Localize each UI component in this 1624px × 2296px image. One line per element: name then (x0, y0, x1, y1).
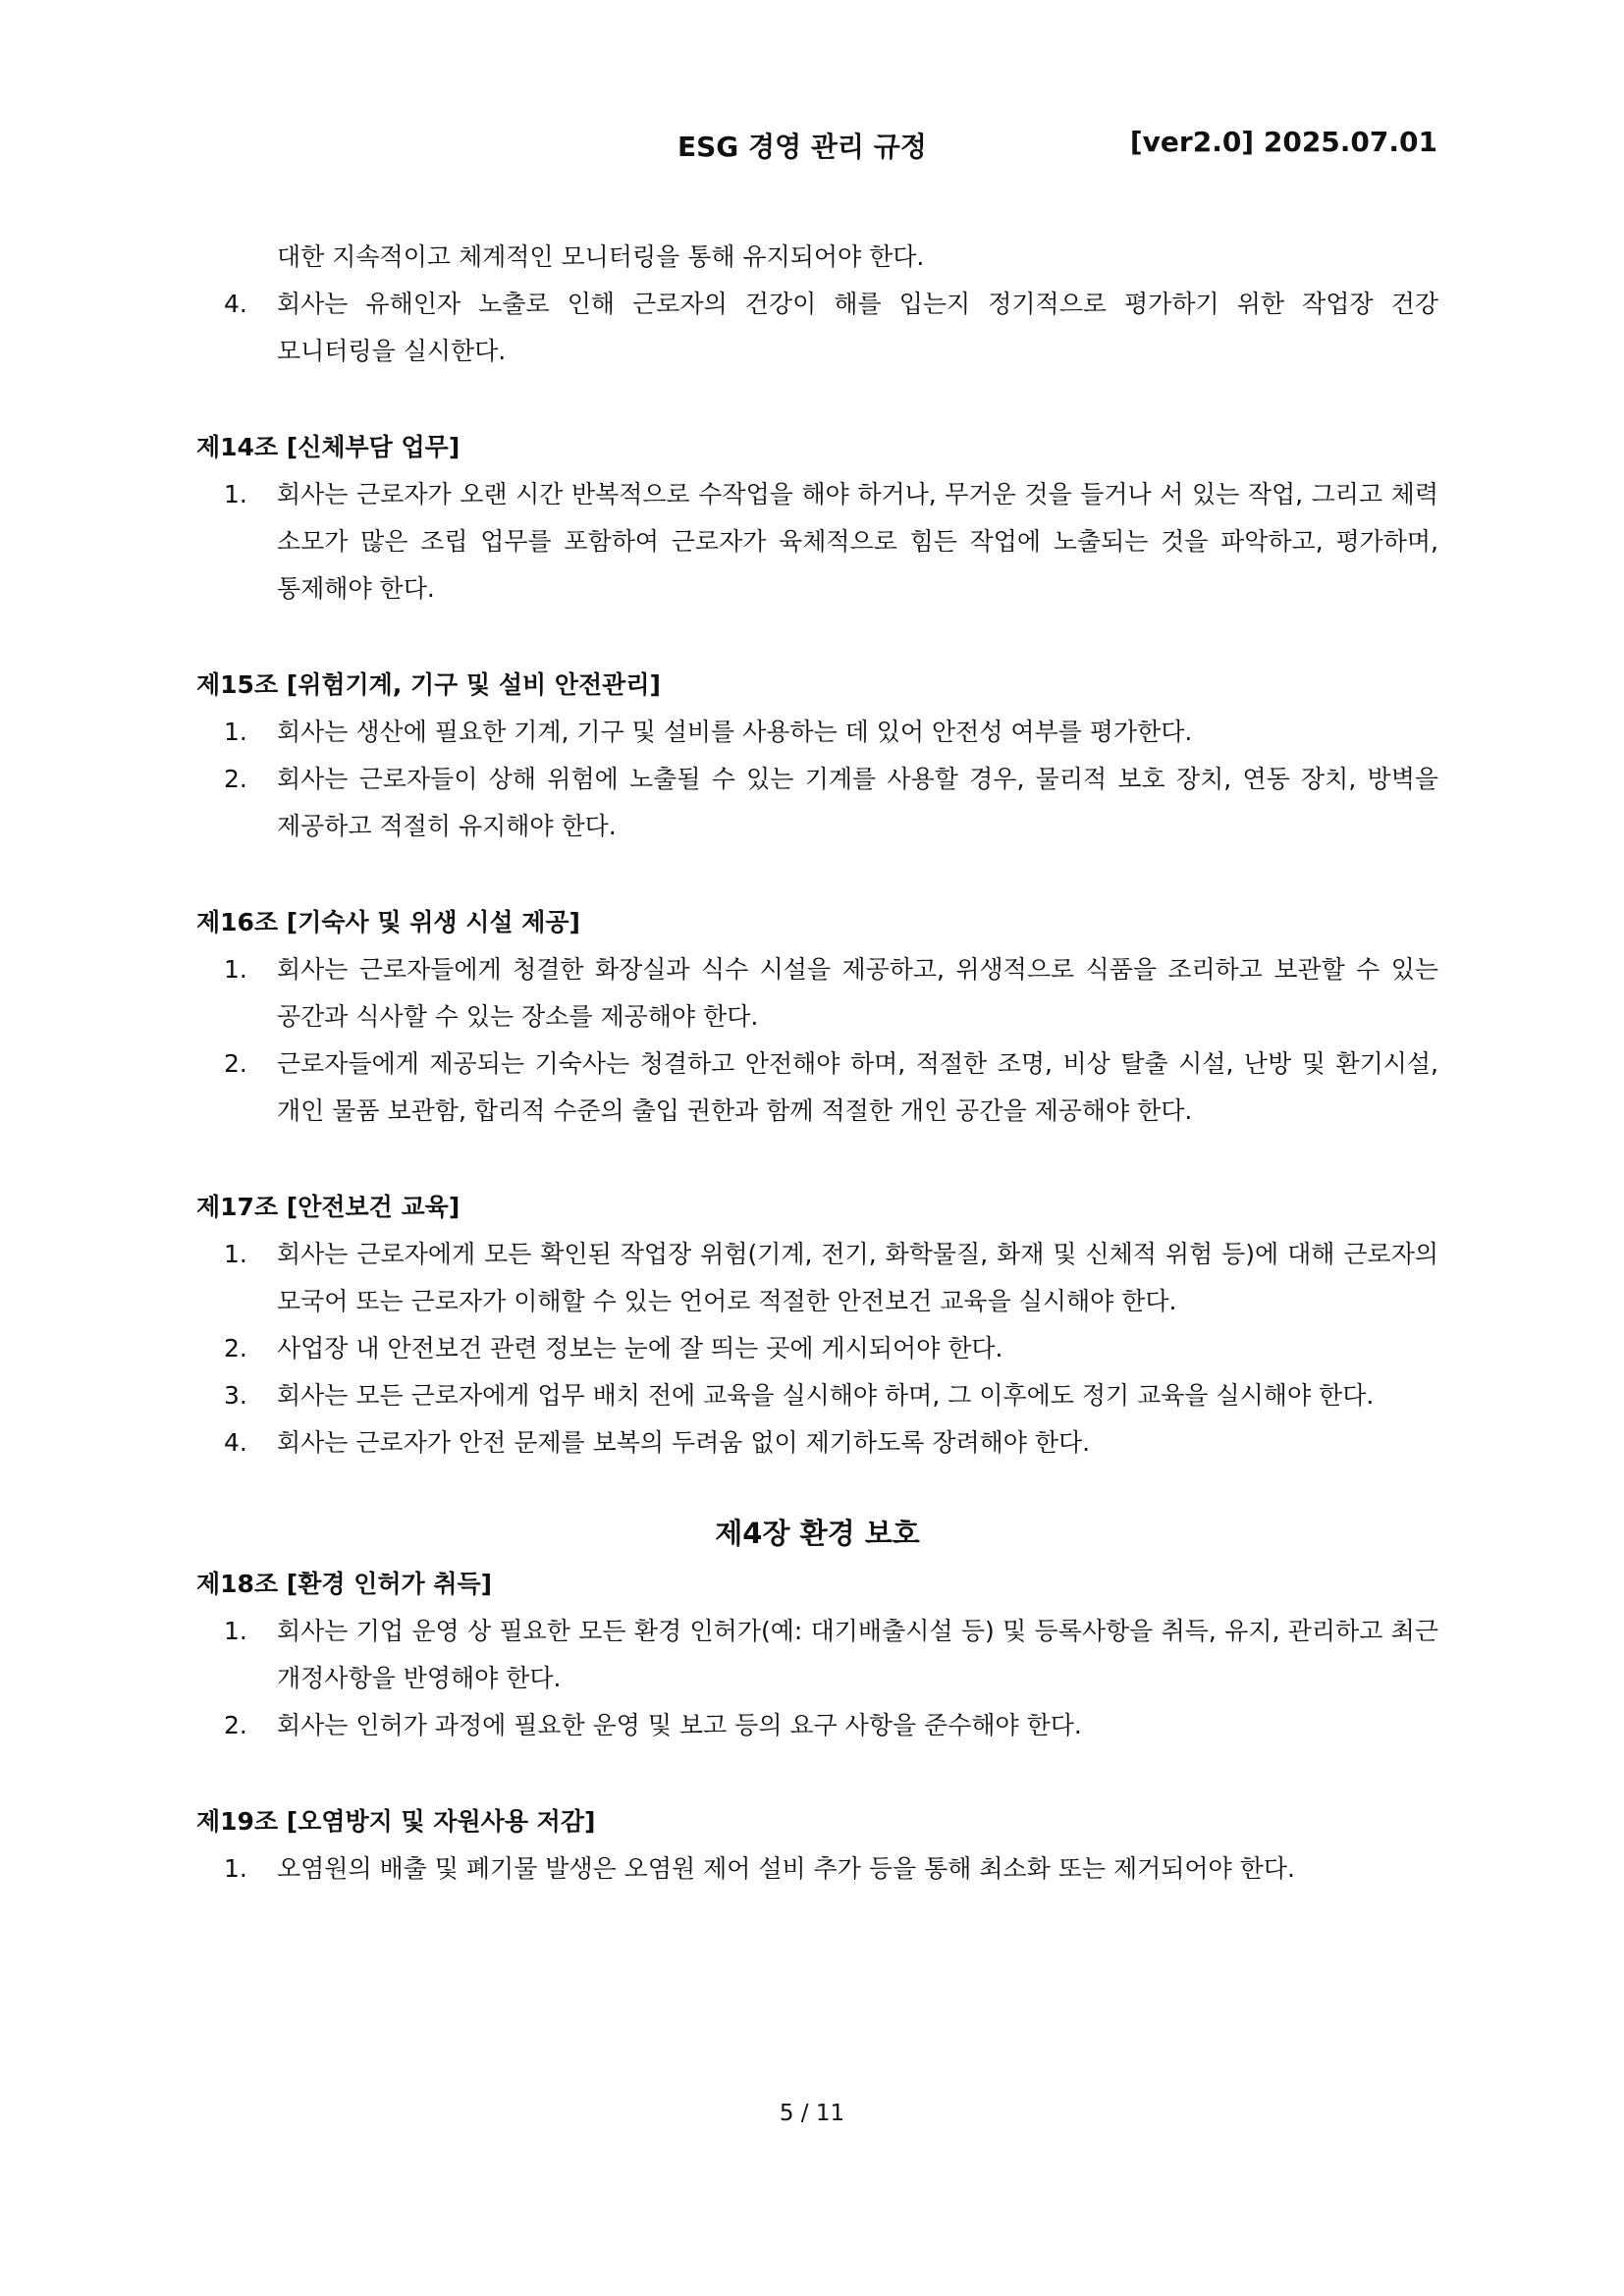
article-items (196, 1231, 1438, 1467)
carryover-list (196, 234, 1438, 375)
article-19 (196, 1798, 1438, 1893)
item-text: 회사는 기업 운영 상 필요한 모든 환경 인허가(예: 대기배출시설 등) 및 등록사항을 취득, 유지, 관리하고 최근 개정사항을 반영해야 한다. (277, 1617, 1438, 1692)
article-items (196, 471, 1438, 613)
chapter-title: 제4장 환경 보호 (715, 1517, 920, 1550)
list-item (196, 1372, 1438, 1419)
article-title: 제18조 [환경 인허가 취득] (196, 1570, 493, 1598)
list-item (196, 1702, 1438, 1749)
article-title: 제15조 [위험기계, 기구 및 설비 안전관리] (196, 670, 661, 699)
list-item (196, 471, 1438, 613)
list-item (196, 1325, 1438, 1372)
item-number: 2. (224, 1334, 247, 1362)
article-items (196, 709, 1438, 850)
item-number: 1. (224, 1240, 247, 1268)
article-16 (196, 899, 1438, 1135)
list-item (196, 709, 1438, 756)
item-text: 회사는 근로자들이 상해 위험에 노출될 수 있는 기계를 사용할 경우, 물리적 보호 장치, 연동 장치, 방벽을 제공하고 적절히 유지해야 한다. (277, 765, 1438, 840)
item-number: 2. (224, 1711, 247, 1739)
article-items (196, 946, 1438, 1135)
article-17 (196, 1184, 1438, 1467)
page-number: 5 / 11 (779, 2101, 845, 2126)
item-number: 1. (224, 1617, 247, 1645)
list-item (196, 1608, 1438, 1702)
article-items (196, 1608, 1438, 1749)
item-number: 2. (224, 1049, 247, 1078)
item-text: 대한 지속적이고 체계적인 모니터링을 통해 유지되어야 한다. (277, 242, 925, 271)
item-text: 회사는 유해인자 노출로 인해 근로자의 건강이 해를 입는지 정기적으로 평가하기 위한 작업장 건강 모니터링을 실시한다. (277, 290, 1438, 365)
item-text: 회사는 근로자들에게 청결한 화장실과 식수 시설을 제공하고, 위생적으로 식품을 조리하고 보관할 수 있는 공간과 식사할 수 있는 장소를 제공해야 한다. (277, 955, 1438, 1031)
document-body (196, 234, 1438, 1893)
list-item (196, 756, 1438, 850)
item-text: 회사는 근로자가 오랜 시간 반복적으로 수작업을 해야 하거나, 무거운 것을 들거나 서 있는 작업, 그리고 체력 소모가 많은 조립 업무를 포함하여 근로자가 육체적으로 힘든 작업에 노출되는 것을 파악하고, 평가하며, 통제해야 한다. (277, 480, 1438, 603)
list-item (196, 1845, 1438, 1893)
list-item (196, 281, 1438, 375)
item-number: 1. (224, 1854, 247, 1883)
article-title: 제17조 [안전보건 교육] (196, 1193, 460, 1221)
item-text: 회사는 모든 근로자에게 업무 배치 전에 교육을 실시해야 하며, 그 이후에도 정기 교육을 실시해야 한다. (277, 1381, 1375, 1410)
article-title: 제19조 [오염방지 및 자원사용 저감] (196, 1807, 596, 1836)
list-item (196, 234, 1438, 281)
item-text: 오염원의 배출 및 폐기물 발생은 오염원 제어 설비 추가 등을 통해 최소화 또는 제거되어야 한다. (277, 1854, 1295, 1883)
item-text: 회사는 인허가 과정에 필요한 운영 및 보고 등의 요구 사항을 준수해야 한다. (277, 1711, 1082, 1739)
document-title: ESG 경영 관리 규정 (677, 131, 927, 163)
page-header (0, 126, 1624, 165)
item-number: 1. (224, 480, 247, 508)
list-item (196, 1419, 1438, 1467)
list-item (196, 1041, 1438, 1135)
article-items (196, 1845, 1438, 1893)
article-15 (196, 662, 1438, 850)
item-text: 사업장 내 안전보건 관련 정보는 눈에 잘 띄는 곳에 게시되어야 한다. (277, 1334, 1003, 1362)
item-number: 4. (224, 1428, 247, 1457)
item-text: 회사는 생산에 필요한 기계, 기구 및 설비를 사용하는 데 있어 안전성 여부를 평가한다. (277, 718, 1193, 746)
item-text: 회사는 근로자에게 모든 확인된 작업장 위험(기계, 전기, 화학물질, 화재 및 신체적 위험 등)에 대해 근로자의 모국어 또는 근로자가 이해할 수 있는 언어로 적절한 안전보건 교육을 실시해야 한다. (277, 1240, 1438, 1315)
document-version: [ver2.0] 2025.07.01 (1129, 126, 1437, 158)
chapter-heading (196, 1510, 1438, 1557)
list-item (196, 946, 1438, 1041)
article-title: 제14조 [신체부담 업무] (196, 433, 460, 461)
item-number: 3. (224, 1381, 247, 1410)
list-item (196, 1231, 1438, 1325)
item-number: 4. (224, 290, 247, 318)
item-number: 2. (224, 765, 247, 793)
item-text: 회사는 근로자가 안전 문제를 보복의 두려움 없이 제기하도록 장려해야 한다. (277, 1428, 1091, 1457)
article-18 (196, 1561, 1438, 1749)
article-14 (196, 424, 1438, 613)
item-text: 근로자들에게 제공되는 기숙사는 청결하고 안전해야 하며, 적절한 조명, 비상 탈출 시설, 난방 및 환기시설, 개인 물품 보관함, 합리적 수준의 출입 권한과 함께 적절한 개인 공간을 제공해야 한다. (277, 1049, 1438, 1125)
item-number: 1. (224, 955, 247, 984)
article-title: 제16조 [기숙사 및 위생 시설 제공] (196, 908, 580, 936)
item-number: 1. (224, 718, 247, 746)
